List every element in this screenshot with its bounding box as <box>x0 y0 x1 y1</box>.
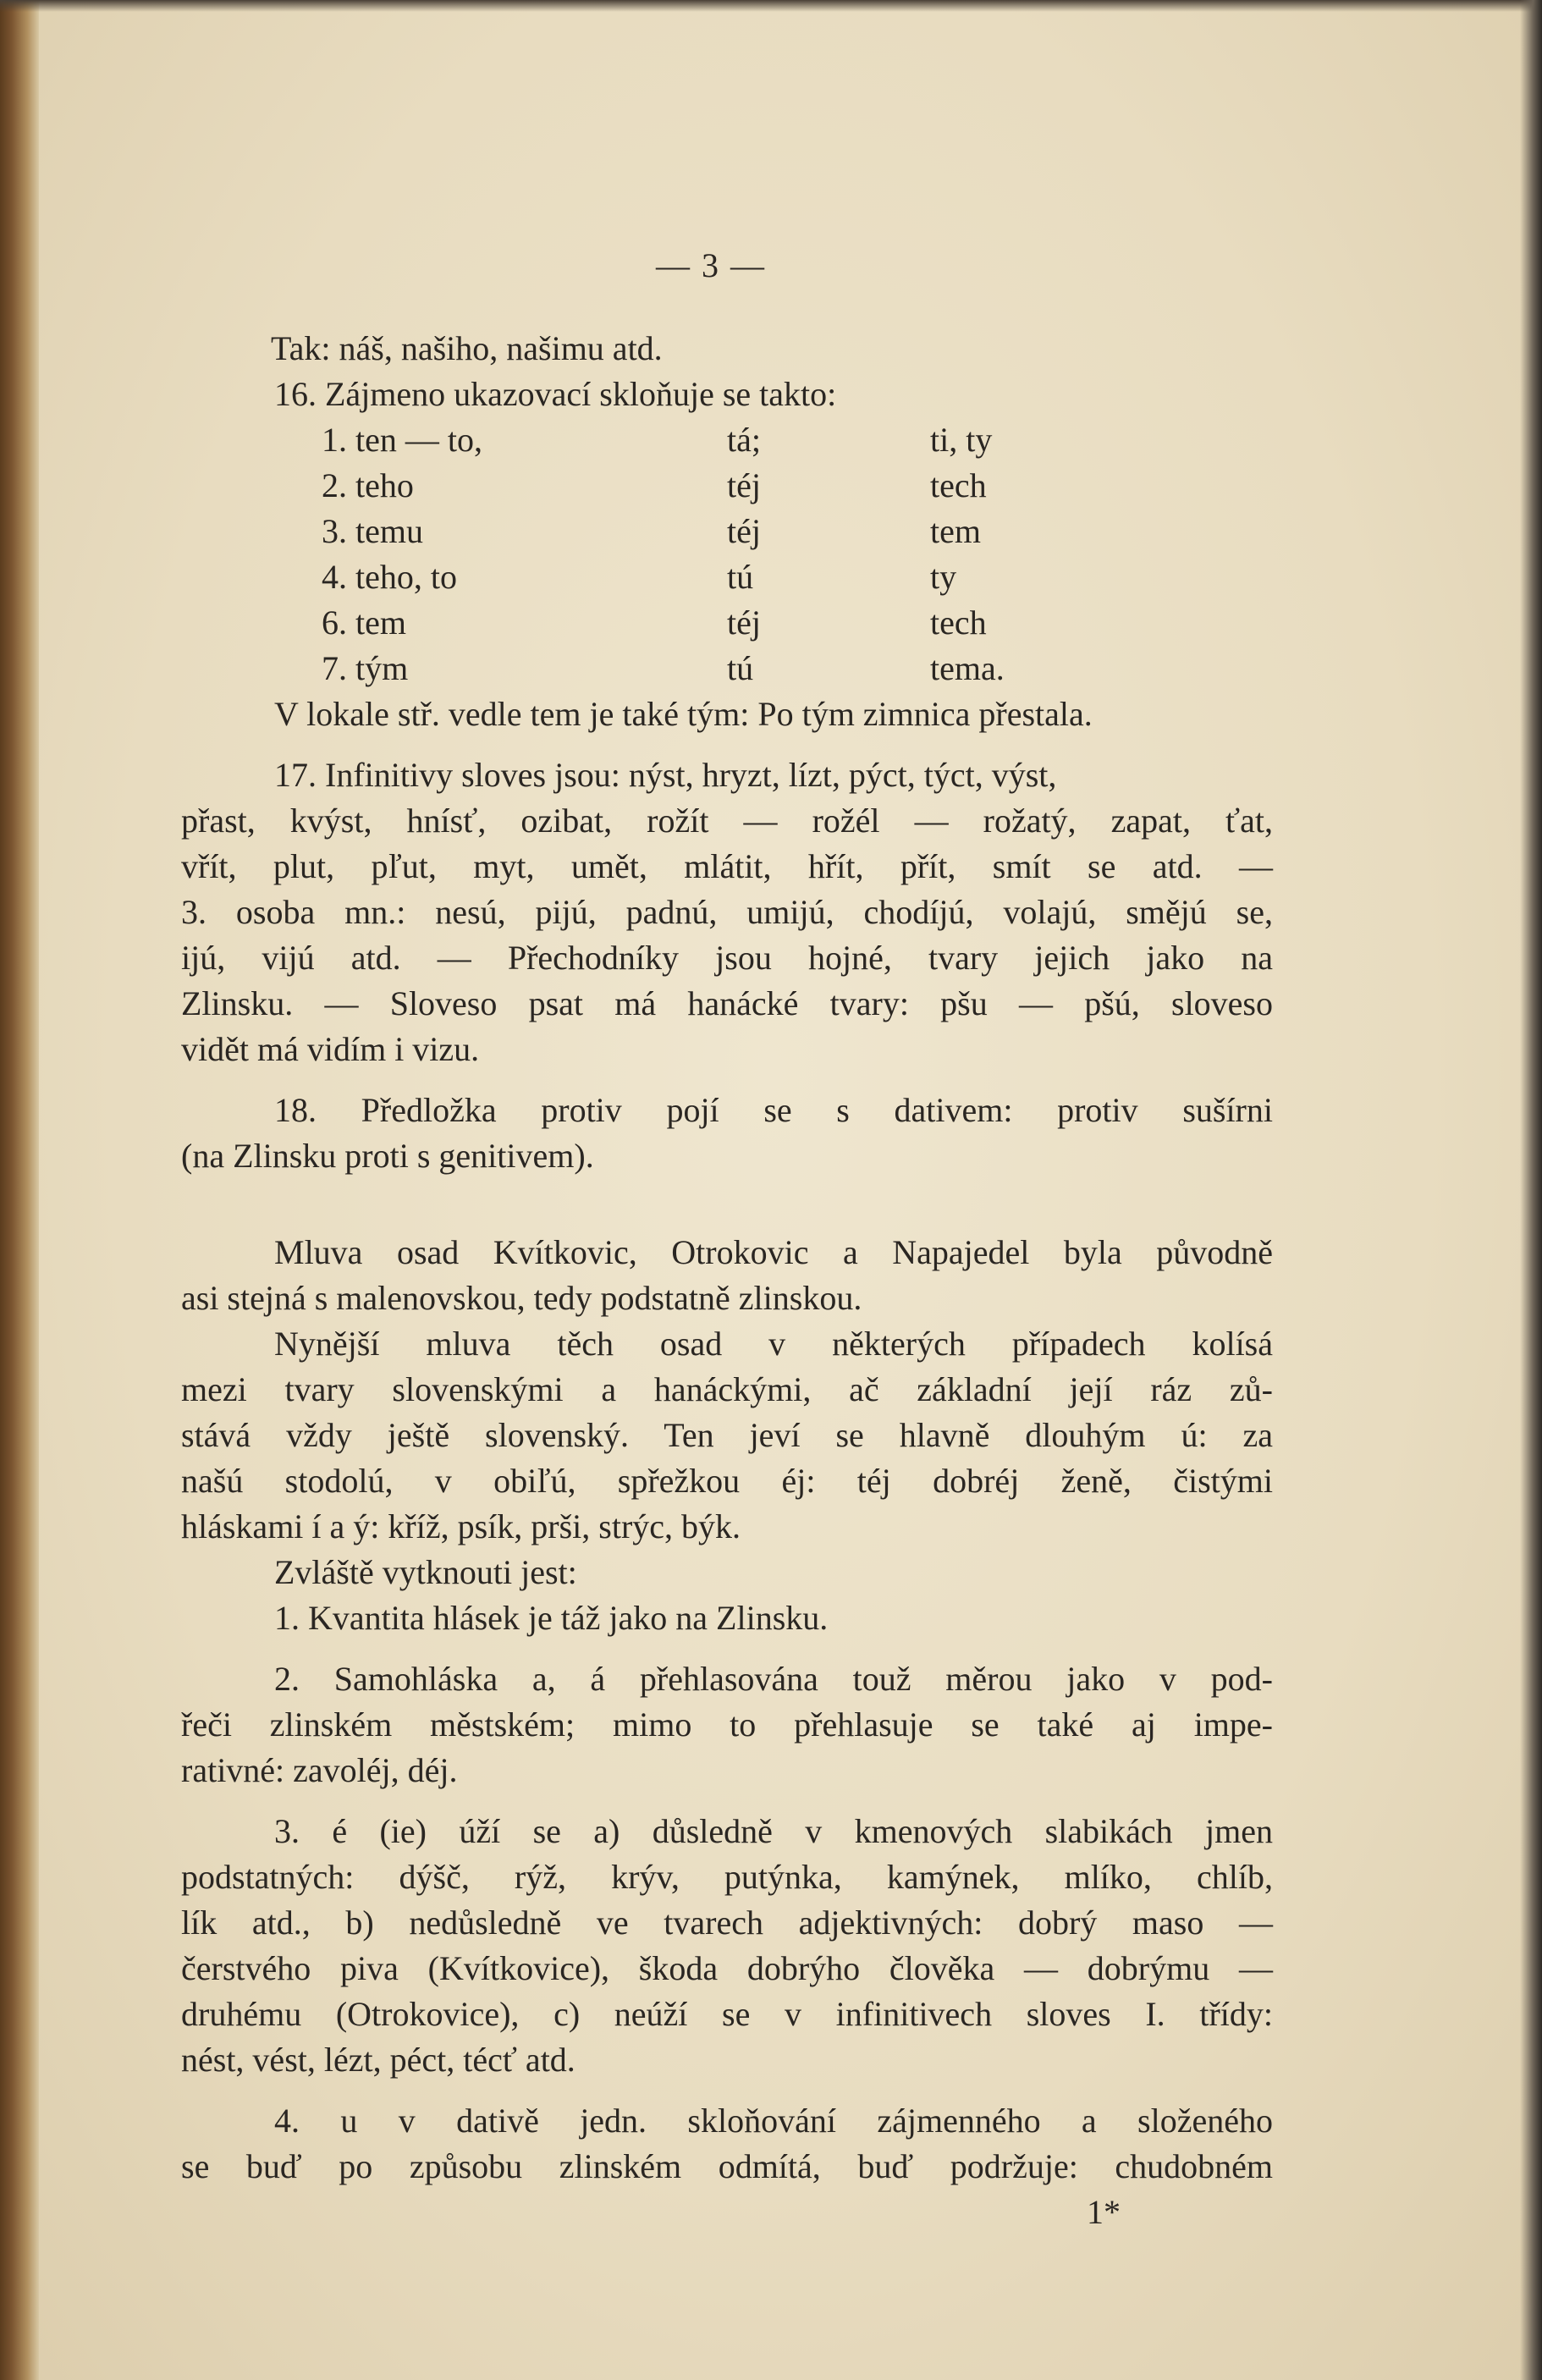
declension-plural: tem <box>930 512 981 550</box>
page-top-shadow <box>0 0 1542 12</box>
declension-row <box>181 509 1273 554</box>
declension-table <box>181 417 1273 691</box>
text-line: 16. Zájmeno ukazovací skloňuje se takto: <box>274 375 837 413</box>
declension-fem: tú <box>727 649 754 687</box>
declension-masc-neut: 1. ten — to, <box>322 421 482 459</box>
declension-fem: téj <box>727 466 761 504</box>
text-line: 2. Samohláska a, á přehlasována touž měrou jako v pod- <box>274 1660 1273 1698</box>
text-line: rativné: zavoléj, déj. <box>181 1751 458 1789</box>
text-line: hláskami í a ý: kříž, psík, prši, strýc, býk. <box>181 1507 741 1545</box>
page-number: — 3 — <box>656 246 766 284</box>
declension-masc-neut: 4. teho, to <box>322 558 457 596</box>
book-binding-edge <box>0 0 39 2380</box>
text-line: řeči zlinském městském; mimo to přehlasuje se také aj impe- <box>181 1705 1273 1744</box>
declension-masc-neut: 3. temu <box>322 512 423 550</box>
declension-fem: téj <box>727 603 761 642</box>
declension-row <box>181 646 1273 691</box>
declension-plural: tema. <box>930 649 1005 687</box>
text-line: druhému (Otrokovice), c) neúží se v infinitivech sloves I. třídy: <box>181 1995 1273 2033</box>
text-line: 1. Kvantita hlásek je táž jako na Zlinsku. <box>274 1599 829 1637</box>
text-line: vřít, plut, pľut, myt, umět, mlátit, hřít, přít, smít se atd. — <box>181 847 1273 885</box>
declension-row <box>181 600 1273 646</box>
page-right-shadow <box>1520 0 1542 2380</box>
declension-fem: tá; <box>727 421 761 459</box>
text-line: našú stodolú, v obiľú, spřežkou éj: téj dobréj ženě, čistými <box>181 1462 1273 1500</box>
declension-masc-neut: 2. teho <box>322 466 414 504</box>
text-line: se buď po způsobu zlinském odmítá, buď podržuje: chudobném <box>181 2147 1273 2185</box>
text-line: 18. Předložka protiv pojí se s dativem: protiv sušírni <box>274 1091 1273 1129</box>
declension-plural: tech <box>930 466 987 504</box>
declension-row <box>181 417 1273 463</box>
text-line: (na Zlinsku proti s genitivem). <box>181 1137 594 1175</box>
text-line: ijú, vijú atd. — Přechodníky jsou hojné, tvary jejich jako na <box>181 939 1273 977</box>
text-line: nést, vést, lézt, péct, técť atd. <box>181 2041 575 2079</box>
declension-row <box>181 554 1273 600</box>
text-line: V lokale stř. vedle tem je také tým: Po tým zimnica přestala. <box>274 695 1093 733</box>
text-line: lík atd., b) nedůsledně ve tvarech adjektivných: dobrý maso — <box>181 1903 1273 1942</box>
signature-mark: 1* <box>1087 2193 1121 2231</box>
text-line: Tak: náš, našiho, našimu atd. <box>271 329 663 367</box>
declension-masc-neut: 6. tem <box>322 603 406 642</box>
text-line: podstatných: dýšč, rýž, krýv, putýnka, kamýnek, mlíko, chlíb, <box>181 1858 1273 1896</box>
text-line: čerstvého piva (Kvítkovice), škoda dobrýho člověka — dobrýmu — <box>181 1949 1273 1987</box>
text-line: mezi tvary slovenskými a hanáckými, ač základní její ráz zů- <box>181 1370 1273 1408</box>
text-line: Nynější mluva těch osad v některých případech kolísá <box>274 1325 1273 1363</box>
text-line: 4. u v dativě jedn. skloňování zájmenného a složeného <box>274 2102 1273 2140</box>
text-line: stává vždy ještě slovenský. Ten jeví se hlavně dlouhým ú: za <box>181 1416 1273 1454</box>
text-line: Mluva osad Kvítkovic, Otrokovic a Napajedel byla původně <box>274 1233 1273 1271</box>
declension-masc-neut: 7. tým <box>322 649 409 687</box>
declension-plural: ty <box>930 558 957 596</box>
text-line: asi stejná s malenovskou, tedy podstatně zlinskou. <box>181 1279 862 1317</box>
text-line: Zlinsku. — Sloveso psat má hanácké tvary: pšu — pšú, sloveso <box>181 984 1273 1022</box>
text-line: přast, kvýst, hnísť, ozibat, rožít — rožél — rožatý, zapat, ťat, <box>181 802 1273 840</box>
text-line: 3. é (ie) úží se a) důsledně v kmenových slabikách jmen <box>274 1812 1273 1850</box>
declension-fem: téj <box>727 512 761 550</box>
declension-row <box>181 463 1273 509</box>
text-line: 17. Infinitivy sloves jsou: nýst, hryzt, lízt, pýct, týct, výst, <box>274 756 1057 794</box>
body-text <box>181 326 1273 2190</box>
text-line: 3. osoba mn.: nesú, pijú, padnú, umijú, chodíjú, volajú, smějú se, <box>181 893 1273 931</box>
text-line: vidět má vidím i vizu. <box>181 1030 480 1068</box>
declension-plural: ti, ty <box>930 421 993 459</box>
text-line: Zvláště vytknouti jest: <box>274 1553 577 1591</box>
declension-fem: tú <box>727 558 754 596</box>
declension-plural: tech <box>930 603 987 642</box>
